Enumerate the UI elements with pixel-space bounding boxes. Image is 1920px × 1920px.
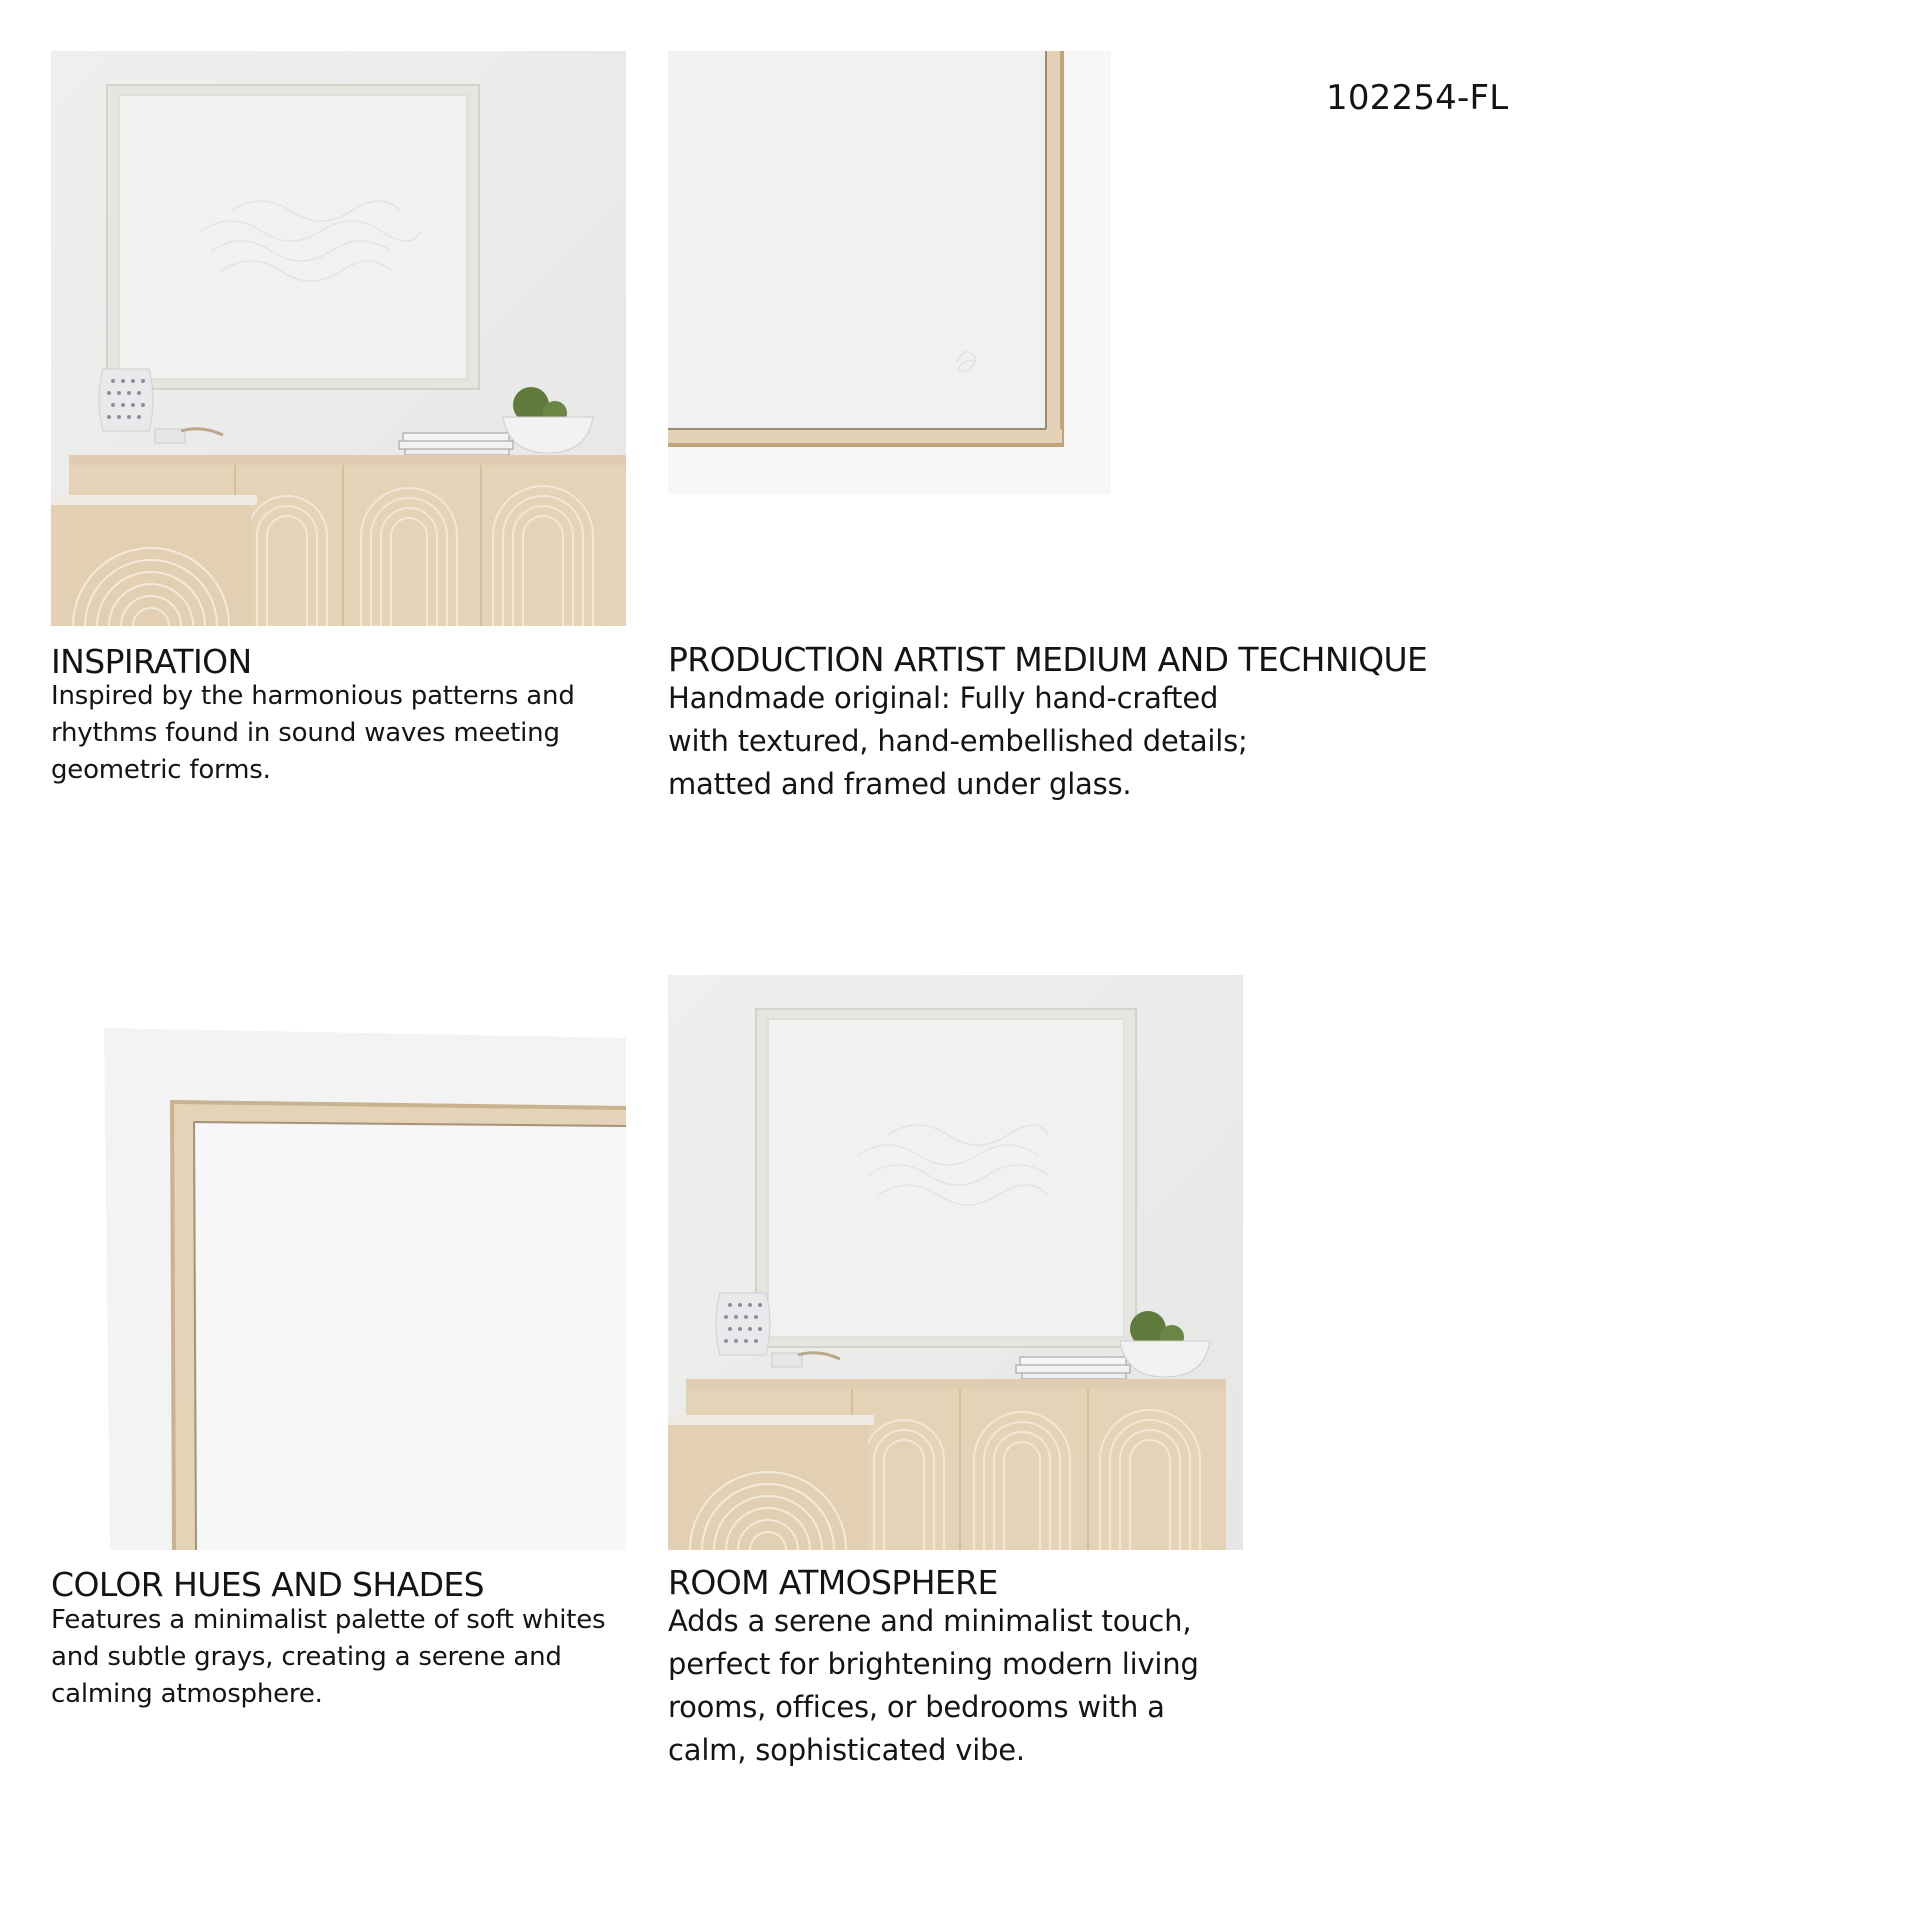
production-text — [668, 677, 1368, 806]
room-atmosphere-line: rooms, offices, or bedrooms with a — [668, 1690, 1165, 1724]
inspiration-line: rhythms found in sound waves meeting — [51, 718, 560, 748]
room-atmosphere-line: perfect for brightening modern living — [668, 1647, 1199, 1681]
product-sku: 102254-FL — [1326, 78, 1509, 118]
color-line: calming atmosphere. — [51, 1679, 323, 1709]
inspiration-line: Inspired by the harmonious patterns and — [51, 681, 575, 711]
production-heading: PRODUCTION ARTIST MEDIUM AND TECHNIQUE — [668, 640, 1428, 679]
color-heading: COLOR HUES AND SHADES — [51, 1565, 484, 1604]
color-text — [51, 1602, 651, 1713]
room-scene-photo-2 — [668, 975, 1243, 1550]
color-line: and subtle grays, creating a serene and — [51, 1642, 562, 1672]
room-atmosphere-line: calm, sophisticated vibe. — [668, 1733, 1025, 1767]
frame-corner-closeup-photo — [668, 51, 1111, 494]
color-line: Features a minimalist palette of soft whites — [51, 1605, 606, 1635]
production-line: Handmade original: Fully hand-crafted — [668, 681, 1219, 715]
production-line: with textured, hand-embellished details; — [668, 724, 1248, 758]
frame-detail-closeup-photo — [104, 1028, 626, 1550]
inspiration-heading: INSPIRATION — [51, 642, 252, 681]
room-atmosphere-text — [668, 1600, 1288, 1772]
production-line: matted and framed under glass. — [668, 767, 1132, 801]
room-scene-photo — [51, 51, 626, 626]
room-atmosphere-heading: ROOM ATMOSPHERE — [668, 1563, 998, 1602]
inspiration-line: geometric forms. — [51, 755, 271, 785]
inspiration-text — [51, 678, 631, 789]
room-atmosphere-line: Adds a serene and minimalist touch, — [668, 1604, 1192, 1638]
